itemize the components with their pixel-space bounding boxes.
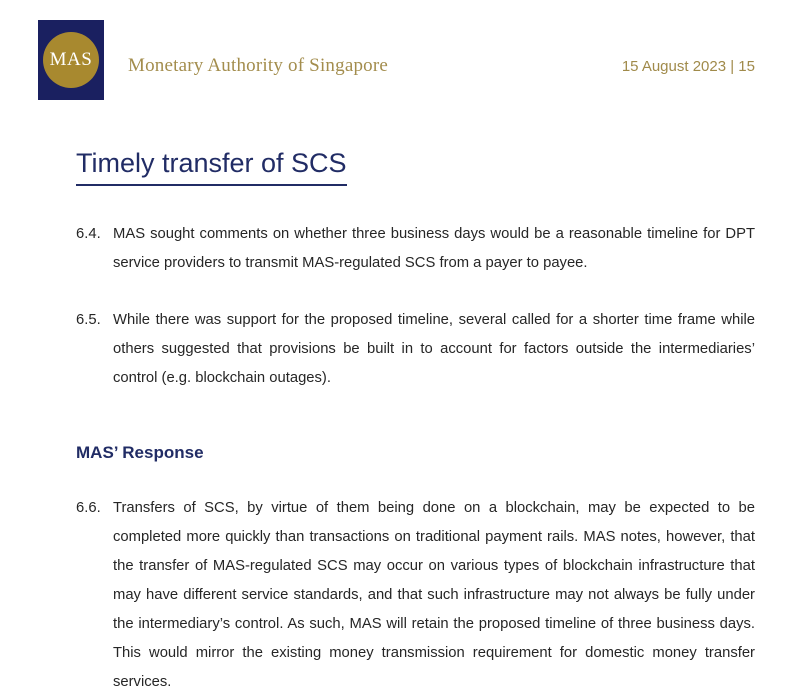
organization-name: Monetary Authority of Singapore: [128, 55, 389, 76]
paragraph-6-5: [76, 306, 755, 393]
document-content: [76, 148, 755, 697]
section-title: Timely transfer of SCS: [76, 148, 347, 186]
page-header: [0, 0, 800, 110]
paragraph-6-4: [76, 220, 755, 278]
paragraph-number: 6.4.: [76, 226, 101, 242]
paragraph-number: 6.5.: [76, 312, 101, 328]
paragraph-number: 6.6.: [76, 500, 101, 516]
mas-logo-text: MAS: [49, 49, 93, 70]
mas-logo-circle-icon: [43, 32, 99, 88]
paragraph-text: While there was support for the proposed timeline, several called for a shorter time frame while others suggested that provisions be built in to account for factors outside the intermediaries’ control (e.g. blockchain outages).: [113, 312, 755, 386]
paragraph-text: MAS sought comments on whether three business days would be a reasonable timeline for DPT service providers to transmit MAS-regulated SCS from a payer to payee.: [113, 226, 755, 271]
paragraph-6-6: [76, 494, 755, 697]
paragraph-text: Transfers of SCS, by virtue of them being done on a blockchain, may be expected to be completed more quickly than transactions on traditional payment rails. MAS notes, however, that the transfer of MAS-regulated SCS may occur on various types of blockchain infrastructure that may have different service standards, and that such infrastructure may not always be fully under the intermediary’s control. As such, MAS will retain the proposed timeline of three business days. This would mirror the existing money transmission requirement for domestic money transfer services.: [113, 500, 755, 690]
response-heading: MAS’ Response: [76, 443, 204, 462]
mas-logo: [38, 20, 104, 100]
date-and-page-number: 15 August 2023 | 15: [621, 58, 755, 75]
